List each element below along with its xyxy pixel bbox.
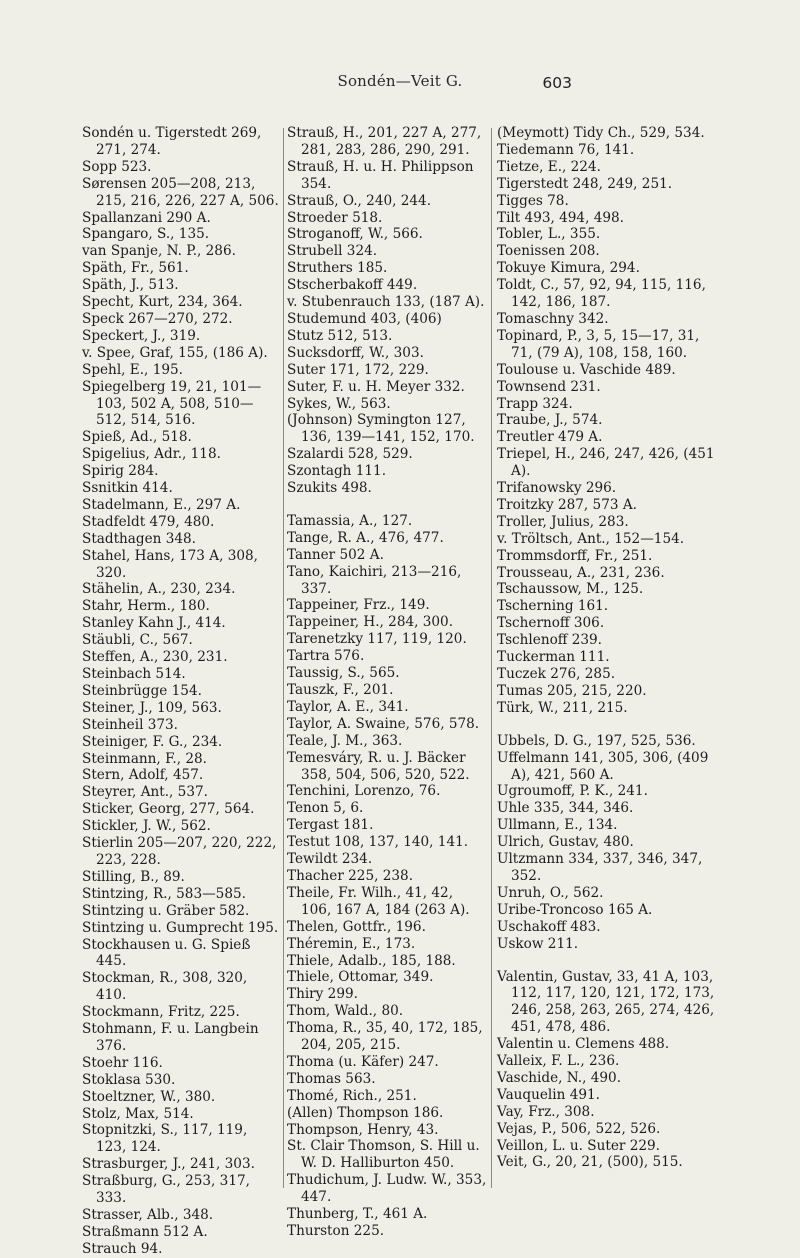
index-entry: Townsend 231. <box>497 378 601 395</box>
index-entry: Steiniger, F. G., 234. <box>82 733 223 750</box>
index-entry: Sykes, W., 563. <box>287 395 391 412</box>
index-entry: Tilt 493, 494, 498. <box>497 209 624 226</box>
index-entry: Teale, J. M., 363. <box>287 732 403 749</box>
index-entry: Stockhausen u. G. Spieß 445. <box>82 936 251 970</box>
index-entry: Sucksdorff, W., 303. <box>287 344 424 361</box>
index-entry: Tappeiner, Frz., 149. <box>287 597 430 614</box>
index-entry: Stohmann, F. u. Langbein 376. <box>82 1021 259 1054</box>
column-divider <box>283 128 284 1188</box>
index-entry: Tschlenoff 239. <box>497 632 602 649</box>
index-entry: Thom, Wald., 80. <box>287 1003 404 1020</box>
index-entry: Tuckerman 111. <box>497 649 610 666</box>
index-entry: Traube, J., 574. <box>497 412 603 429</box>
index-entry: Tamassia, A., 127. <box>287 512 413 529</box>
index-entry: Spiegelberg 19, 21, 101—103, 502 A, 508, 510—512, 514, 516. <box>82 378 262 429</box>
index-entry: (Allen) Thompson 186. <box>287 1104 444 1121</box>
index-entry: Strasburger, J., 241, 303. <box>82 1156 255 1173</box>
index-entry: Sørensen 205—208, 213, 215, 216, 226, 227 A, 506. <box>82 175 279 209</box>
index-entry: Suter, F. u. H. Meyer 332. <box>287 378 465 395</box>
index-entry: Taylor, A. Swaine, 576, 578. <box>287 715 480 732</box>
index-entry: Tange, R. A., 476, 477. <box>287 529 444 546</box>
index-entry: Strauß, H. u. H. Philippson 354. <box>287 158 474 192</box>
index-entry: Thelen, Gottfr., 196. <box>287 918 426 935</box>
index-entry: Stintzing, R., 583—585. <box>82 885 246 902</box>
index-entry: Steyrer, Ant., 537. <box>82 784 208 801</box>
index-entry: Toulouse u. Vaschide 489. <box>497 361 676 378</box>
index-entry: Uskow 211. <box>497 935 579 952</box>
index-entry: Spirig 284. <box>82 463 159 480</box>
index-entry: Stähelin, A., 230, 234. <box>82 581 236 598</box>
index-entry: Stopnitzki, S., 117, 119, 123, 124. <box>82 1122 248 1156</box>
index-entry: Tokuye Kimura, 294. <box>497 260 640 277</box>
index-entry: Tigges 78. <box>497 192 569 209</box>
index-entry: Strauch 94. <box>82 1240 163 1257</box>
index-entry: Ubbels, D. G., 197, 525, 536. <box>497 732 696 749</box>
index-entry: Tobler, L., 355. <box>497 226 601 243</box>
index-entry: Stroganoff, W., 566. <box>287 226 423 243</box>
index-entry: Speckert, J., 319. <box>82 327 201 344</box>
index-entry: Steiner, J., 109, 563. <box>82 699 222 716</box>
index-entry: Steinmann, F., 28. <box>82 750 207 767</box>
index-entry: Studemund 403, (406) <box>287 310 442 327</box>
index-entry: v. Tröltsch, Ant., 152—154. <box>497 530 685 547</box>
index-entry: Theile, Fr. Wilh., 41, 42, 106, 167 A, 184 (263 A). <box>287 884 470 918</box>
index-entry: Uffelmann 141, 305, 306, (409 A), 421, 560 A. <box>497 749 709 783</box>
index-entry: Stahel, Hans, 173 A, 308, 320. <box>82 547 258 581</box>
index-entry: Struthers 185. <box>287 260 388 277</box>
index-entry: Uribe-Troncoso 165 A. <box>497 901 653 918</box>
index-entry: Stahr, Herm., 180. <box>82 598 210 615</box>
index-entry: Steinbrügge 154. <box>82 682 202 699</box>
index-entry: Stadthagen 348. <box>82 530 196 547</box>
index-entry: Topinard, P., 3, 5, 15—17, 31, 71, (79 A), 108, 158, 160. <box>497 327 700 361</box>
index-entry: Thudichum, J. Ludw. W., 353, 447. <box>287 1172 487 1206</box>
index-entry: Veit, G., 20, 21, (500), 515. <box>497 1154 683 1171</box>
index-entry: Testut 108, 137, 140, 141. <box>287 834 469 851</box>
index-entry: Vaschide, N., 490. <box>497 1069 622 1086</box>
index-entry: Tiedemann 76, 141. <box>497 141 635 158</box>
running-head: Sondén—Veit G. <box>337 72 463 90</box>
index-entry: Ultzmann 334, 337, 346, 347, 352. <box>497 851 703 884</box>
index-entry: Sopp 523. <box>82 158 152 175</box>
index-entry: Valentin, Gustav, 33, 41 A, 103, 112, 117, 120, 121, 172, 173, 246, 258, 263, 265, 274, 426, 451, 478, 486. <box>497 968 715 1036</box>
index-entry: Suter 171, 172, 229. <box>287 361 429 378</box>
index-entry: Uhle 335, 344, 346. <box>497 800 634 817</box>
index-entry: Tenchini, Lorenzo, 76. <box>287 783 441 800</box>
index-entry: Thiele, Ottomar, 349. <box>287 969 434 986</box>
index-entry: Stintzing u. Gumprecht 195. <box>82 919 279 936</box>
index-entry: Tappeiner, H., 284, 300. <box>287 614 454 631</box>
index-entry: Tietze, E., 224. <box>497 158 601 175</box>
index-entry: Sondén u. Tigerstedt 269, 271, 274. <box>82 125 262 158</box>
page-number: 603 <box>542 74 572 92</box>
index-entry: Ugroumoff, P. K., 241. <box>497 783 648 800</box>
index-entry: Späth, J., 513. <box>82 277 179 294</box>
index-entry: Valentin u. Clemens 488. <box>497 1036 670 1053</box>
index-entry: Szalardi 528, 529. <box>287 446 413 463</box>
index-entry: Stockman, R., 308, 320, 410. <box>82 970 248 1004</box>
index-entry: Steinbach 514. <box>82 666 186 682</box>
index-entry: Stierlin 205—207, 220, 222, 223, 228. <box>82 835 277 868</box>
index-entry: Specht, Kurt, 234, 364. <box>82 294 243 311</box>
index-entry: Veillon, L. u. Suter 229. <box>497 1137 660 1154</box>
index-entry: v. Stubenrauch 133, (187 A). <box>287 294 485 311</box>
index-entry: Speck 267—270, 272. <box>82 310 233 327</box>
index-entry: Tschernoff 306. <box>497 615 605 632</box>
index-entry: Ullmann, E., 134. <box>497 817 618 834</box>
index-entry: Ulrich, Gustav, 480. <box>497 834 634 851</box>
index-entry: Uschakoff 483. <box>497 918 601 935</box>
index-entry: Steinheil 373. <box>82 716 179 733</box>
index-entry: Stanley Kahn J., 414. <box>82 615 226 632</box>
index-column-1 <box>82 125 280 1258</box>
index-entry: Stilling, B., 89. <box>82 868 185 885</box>
index-entry: Strasser, Alb., 348. <box>82 1207 214 1223</box>
index-entry: Strubell 324. <box>287 243 378 260</box>
index-entry: Trommsdorff, Fr., 251. <box>497 547 653 564</box>
index-entry: Troller, Julius, 283. <box>497 513 629 530</box>
index-entry: Sticker, Georg, 277, 564. <box>82 801 255 818</box>
index-entry: Trifanowsky 296. <box>497 480 617 497</box>
index-entry: (Meymott) Tidy Ch., 529, 534. <box>497 125 705 141</box>
index-entry: Spangaro, S., 135. <box>82 226 210 243</box>
index-entry: Stroeder 518. <box>287 209 383 226</box>
index-entry: Triepel, H., 246, 247, 426, (451 A). <box>497 446 715 480</box>
index-entry: Stickler, J. W., 562. <box>82 818 211 835</box>
index-entry: Tergast 181. <box>287 817 374 834</box>
index-column-2 <box>287 125 487 1240</box>
index-entry: Tano, Kaichiri, 213—216, 337. <box>287 563 462 597</box>
index-entry: Thiele, Adalb., 185, 188. <box>287 952 456 969</box>
index-entry: Stoklasa 530. <box>82 1071 176 1088</box>
index-entry: Tenon 5, 6. <box>287 800 364 817</box>
index-entry: Spigelius, Adr., 118. <box>82 446 221 463</box>
index-entry: Stoeltzner, W., 380. <box>82 1088 216 1105</box>
index-entry: Taussig, S., 565. <box>287 665 400 682</box>
page-header <box>0 68 800 98</box>
index-entry: Tigerstedt 248, 249, 251. <box>497 175 673 192</box>
index-entry: Strauß, H., 201, 227 A, 277, 281, 283, 286, 290, 291. <box>287 125 482 158</box>
index-entry: Vauquelin 491. <box>497 1086 600 1103</box>
index-entry: Stintzing u. Gräber 582. <box>82 902 250 919</box>
index-entry: Thompson, Henry, 43. <box>287 1121 439 1138</box>
index-entry: Troitzky 287, 573 A. <box>497 496 637 513</box>
index-entry: Tumas 205, 215, 220. <box>497 682 647 699</box>
index-entry: Spallanzani 290 A. <box>82 209 211 226</box>
index-entry: Toldt, C., 57, 92, 94, 115, 116, 142, 186, 187. <box>497 277 706 311</box>
index-column-3 <box>497 125 715 1171</box>
index-entry: Tauszk, F., 201. <box>287 682 394 698</box>
index-entry: Tuczek 276, 285. <box>497 666 616 682</box>
index-entry: Späth, Fr., 561. <box>82 260 189 277</box>
index-entry: Ssnitkin 414. <box>82 480 173 497</box>
index-entry: Stadfeldt 479, 480. <box>82 513 215 530</box>
index-entry: Temesváry, R. u. J. Bäcker 358, 504, 506, 520, 522. <box>287 749 470 783</box>
index-entry: Trapp 324. <box>497 395 573 412</box>
index-entry: Szontagh 111. <box>287 463 387 480</box>
index-entry: Théremin, E., 173. <box>287 935 416 952</box>
index-entry: Tewildt 234. <box>287 851 373 868</box>
index-entry: Thunberg, T., 461 A. <box>287 1206 428 1223</box>
index-entry: Stockmann, Fritz, 225. <box>82 1004 240 1021</box>
index-entry: St. Clair Thomson, S. Hill u. W. D. Halliburton 450. <box>287 1138 480 1172</box>
index-entry: Stäubli, C., 567. <box>82 632 193 649</box>
index-entry: Stutz 512, 513. <box>287 327 393 344</box>
index-entry: Stadelmann, E., 297 A. <box>82 496 241 513</box>
index-entry: Trousseau, A., 231, 236. <box>497 564 665 581</box>
index-entry: Steffen, A., 230, 231. <box>82 649 228 666</box>
index-entry: Treutler 479 A. <box>497 429 603 446</box>
index-entry: Thiry 299. <box>287 986 358 1003</box>
index-entry: Stoehr 116. <box>82 1054 163 1071</box>
index-entry: Tanner 502 A. <box>287 546 384 563</box>
index-entry: Vejas, P., 506, 522, 526. <box>497 1120 661 1137</box>
index-entry: Tschaussow, M., 125. <box>497 581 644 598</box>
index-entry: v. Spee, Graf, 155, (186 A). <box>82 344 268 361</box>
index-entry: Taylor, A. E., 341. <box>287 698 409 715</box>
index-entry: Vay, Frz., 308. <box>497 1103 595 1120</box>
index-entry: Thomé, Rich., 251. <box>287 1087 417 1104</box>
index-entry: van Spanje, N. P., 286. <box>82 243 236 260</box>
index-entry: Thoma, R., 35, 40, 172, 185, 204, 205, 215. <box>287 1020 483 1054</box>
index-entry: Strauß, O., 240, 244. <box>287 192 432 209</box>
index-entry: Thacher 225, 238. <box>287 867 414 884</box>
index-entry: Tscherning 161. <box>497 598 609 615</box>
index-entry: Spehl, E., 195. <box>82 361 183 378</box>
index-entry: Unruh, O., 562. <box>497 884 604 901</box>
index-entry: Thurston 225. <box>287 1223 385 1239</box>
index-entry: Tarenetzky 117, 119, 120. <box>287 631 467 648</box>
index-entry: Szukits 498. <box>287 480 372 497</box>
index-entry: Stern, Adolf, 457. <box>82 767 204 784</box>
index-entry: Stscherbakoff 449. <box>287 277 418 294</box>
index-entry: Stolz, Max, 514. <box>82 1105 194 1122</box>
index-entry: Thomas 563. <box>287 1070 376 1087</box>
index-entry: Tomaschny 342. <box>497 310 609 327</box>
index-entry: (Johnson) Symington 127, 136, 139—141, 152, 170. <box>287 412 475 446</box>
index-entry: Straßmann 512 A. <box>82 1223 208 1240</box>
column-divider <box>491 128 492 1188</box>
index-entry: Tartra 576. <box>287 648 365 665</box>
index-entry: Thoma (u. Käfer) 247. <box>287 1053 439 1070</box>
index-entry: Toenissen 208. <box>497 243 600 260</box>
index-entry: Straßburg, G., 253, 317, 333. <box>82 1173 250 1207</box>
index-entry: Türk, W., 211, 215. <box>497 699 628 716</box>
index-entry: Valleix, F. L., 236. <box>497 1053 620 1070</box>
index-entry: Spieß, Ad., 518. <box>82 429 192 446</box>
